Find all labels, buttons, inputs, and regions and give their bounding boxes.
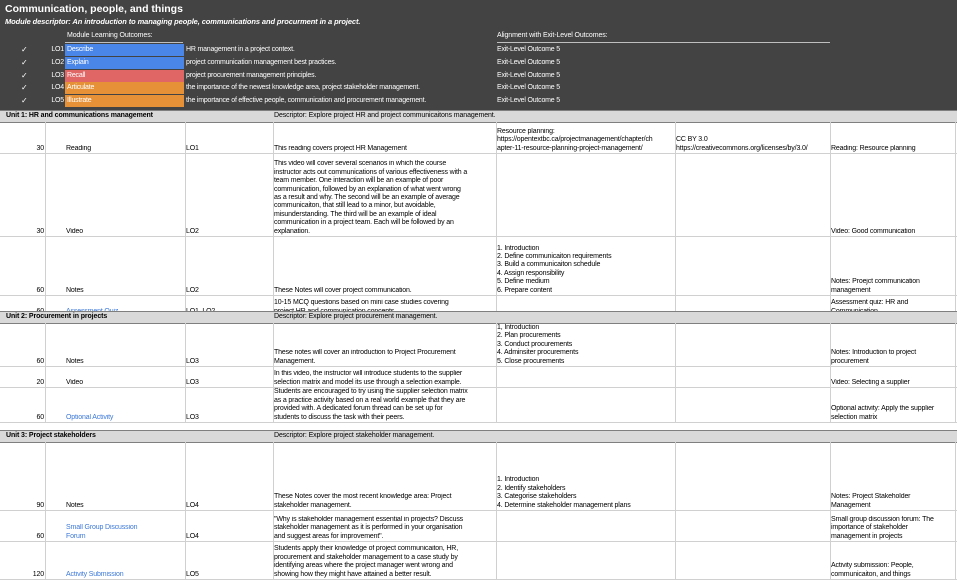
unit-title: Unit 3: Project stakeholders [6, 432, 96, 439]
activity-notes: Assessment quiz: HR and [831, 299, 909, 307]
activity-resources: 1. Introduction 2. Identify stakeholders 3. Categorise stakeholders 4. Determine stakeholder management plans [497, 476, 631, 509]
column-divider [830, 154, 831, 236]
activity-row [0, 237, 957, 296]
learning-outcome-row [0, 95, 957, 107]
activity-notes: Notes: Project Stakeholder Management [831, 493, 911, 509]
activity-description: These Notes cover the most recent knowledge area: Project stakeholder management. [274, 493, 452, 509]
alignment-header: Alignment with Exit-Level Outcomes: [497, 32, 608, 39]
column-divider [955, 323, 956, 366]
column-divider [955, 511, 956, 541]
activity-type: Reading [66, 144, 92, 152]
lo-verb: Explain [67, 58, 89, 66]
time-minutes: 30 [36, 227, 44, 235]
column-divider [496, 388, 497, 422]
activity-row [0, 442, 957, 511]
lo-description: the importance of the newest knowledge area, project stakeholder management. [186, 84, 420, 92]
alignment-header-underline [497, 42, 830, 43]
activity-description: 10-15 MCQ questions based on mini case studies covering [274, 299, 449, 307]
time-minutes: 20 [36, 378, 44, 386]
lo-verb: Describe [67, 46, 94, 53]
checkmark-icon: ✓ [21, 83, 28, 93]
activity-row [0, 388, 957, 423]
activity-lo: LO3 [186, 378, 199, 386]
lo-code: LO4 [51, 84, 64, 92]
column-divider [45, 154, 46, 236]
column-divider [675, 154, 676, 236]
lo-code: LO5 [51, 97, 64, 105]
lo-exit-outcome: Exit-Level Outcome 5 [497, 97, 560, 105]
column-divider [45, 323, 46, 366]
column-divider [955, 542, 956, 579]
column-divider [496, 367, 497, 387]
activity-description: These notes will cover an introduction to Project Procurement Management. [274, 349, 456, 365]
learning-outcome-row [0, 57, 957, 69]
lo-verb: Illustrate [67, 97, 92, 105]
column-divider [45, 511, 46, 541]
column-divider [675, 323, 676, 366]
activity-notes: Notes: Introduction to project procurement [831, 349, 916, 365]
activity-lo: LO2 [186, 286, 199, 294]
column-divider [675, 542, 676, 579]
time-minutes: 90 [36, 501, 44, 509]
column-divider [675, 388, 676, 422]
activity-lo: LO3 [186, 357, 199, 365]
activity-description: In this video, the instructor will introduce students to the supplier selection matrix and model its use through a selection example. [274, 370, 463, 386]
activity-row [0, 122, 957, 154]
lo-code: LO2 [51, 58, 64, 66]
activity-resources: 1, Introduction 2. Plan procurements 3. Conduct procurements 4. Adminsiter procurements 5. Close procurements [497, 323, 579, 365]
learning-outcome-row [0, 70, 957, 82]
activity-type: Video [66, 378, 84, 386]
activity-row [0, 511, 957, 542]
activity-lo: LO5 [186, 570, 199, 578]
column-divider [955, 122, 956, 153]
lo-description: project procurement management principles. [186, 71, 317, 79]
column-divider [675, 237, 676, 295]
column-divider [496, 511, 497, 541]
column-divider [185, 442, 186, 510]
lo-description: the importance of effective people, communication and procurement management. [186, 97, 427, 105]
activity-notes: Video: Good communication [831, 227, 916, 235]
activity-notes: Optional activity: Apply the supplier selection matrix [831, 405, 935, 421]
activity-notes: Reading: Resource planning [831, 144, 916, 152]
activity-description: This video will cover several scenarios in which the course instructor acts out communications of various effectiveness with a team member. One interaction will be an example of poor communication, followed by an explanation of what went wrong as a result and why. The second will be an example of average communicaiton, that still lead to a minor, but avoidable, misunderstanding. The third will be an example of ideal communication in a project team. Each will be followed by an explanation. [274, 160, 468, 235]
unit-descriptor: Descriptor: Explore project procurement management. [274, 313, 438, 320]
activity-description: "Why is stakeholder management essential in projects? Discuss stakeholder management as it is performed in your organisation and suggest areas for improvement". [274, 515, 464, 540]
lo-exit-outcome: Exit-Level Outcome 5 [497, 58, 560, 66]
activity-lo: LO2 [186, 227, 199, 235]
module-header [0, 0, 957, 110]
mlo-header-underline [65, 42, 183, 43]
activity-notes: Video: Selecting a supplier [831, 378, 910, 386]
column-divider [496, 154, 497, 236]
lo-exit-outcome: Exit-Level Outcome 5 [497, 84, 560, 92]
column-divider [45, 442, 46, 510]
activity-notes: Activity submission: People, communicaiton, and things [831, 562, 914, 578]
learning-outcome-row [0, 44, 957, 56]
checkmark-icon: ✓ [21, 70, 28, 80]
unit-descriptor: Descriptor: Explore project HR and project communicaitons management. [274, 112, 496, 119]
column-divider [45, 122, 46, 153]
activity-description: These Notes will cover project communication. [274, 286, 412, 294]
lo-code: LO1 [51, 46, 64, 53]
activity-description: Students are encouraged to try using the supplier selection matrix as a practice activity based on a real world example that they are provided with. A dedicated forum thread can be set up for students to discuss the task with their peers. [274, 388, 468, 421]
column-divider [675, 367, 676, 387]
column-divider [45, 367, 46, 387]
learning-outcome-row [0, 82, 957, 94]
checkmark-icon: ✓ [21, 96, 28, 106]
time-minutes: 60 [36, 286, 44, 294]
lo-verb: Recall [67, 71, 86, 79]
lo-description: HR management in a project context. [186, 46, 295, 53]
mlo-header: Module Learning Outcomes: [67, 32, 153, 39]
lo-exit-outcome: Exit-Level Outcome 5 [497, 46, 560, 53]
activity-lo: LO4 [186, 501, 199, 509]
lo-description: project communication management best practices. [186, 58, 337, 66]
column-divider [45, 237, 46, 295]
lo-verb: Articulate [67, 84, 95, 92]
activity-notes: Notes: Proejct communication management [831, 278, 920, 294]
activity-lo: LO3 [186, 413, 199, 421]
checkmark-icon: ✓ [21, 45, 28, 54]
activity-resources: 1. Introduction 2. Define communicaiton requirements 3. Build a communicaiton schedule 4. Assign responsibility 5. Define medium 6. Prepare content [497, 244, 612, 294]
activity-type[interactable]: Activity Submission [66, 570, 124, 578]
lo-exit-outcome: Exit-Level Outcome 5 [497, 71, 560, 79]
column-divider [496, 542, 497, 579]
activity-row [0, 542, 957, 580]
activity-description: Students apply their knowledge of project communicaiton, HR, procurement and stakeholder management to a case study by identifying areas where the project manager went wrong and showing how they might have attained a better result. [274, 545, 458, 578]
column-divider [955, 367, 956, 387]
activity-type: Notes [66, 286, 84, 294]
unit-title: Unit 2: Procurement in projects [6, 313, 108, 320]
column-divider [45, 542, 46, 579]
activity-type[interactable]: Optional Activity [66, 413, 114, 421]
column-divider [955, 154, 956, 236]
time-minutes: 120 [32, 570, 44, 578]
activity-row [0, 323, 957, 367]
activity-row [0, 154, 957, 237]
module-title: Communication, people, and things [5, 3, 183, 15]
column-divider [955, 237, 956, 295]
column-divider [955, 388, 956, 422]
unit-descriptor: Descriptor: Explore project stakeholder management. [274, 432, 435, 439]
activity-lo: LO1 [186, 144, 199, 152]
activity-lo: LO4 [186, 532, 199, 540]
column-divider [675, 442, 676, 510]
lo-code: LO3 [51, 71, 64, 79]
activity-resources: Resource planning: https://opentextbc.ca/projectmanagement/chapter/ch apter-11-resource-planning-project-management/ [497, 127, 653, 152]
time-minutes: 60 [36, 357, 44, 365]
activity-notes: Small group discussion forum: The importance of stakeholder management in projects [831, 515, 934, 540]
unit-title: Unit 1: HR and communications management [6, 112, 153, 119]
column-divider [45, 388, 46, 422]
checkmark-icon: ✓ [21, 57, 28, 67]
activity-type: Notes [66, 357, 84, 365]
module-descriptor: Module descriptor: An introduction to managing people, communications and procurment in a project. [5, 17, 361, 26]
activity-type: Video [66, 227, 84, 235]
time-minutes: 60 [36, 532, 44, 540]
column-divider [955, 442, 956, 510]
column-divider [675, 511, 676, 541]
time-minutes: 60 [36, 413, 44, 421]
activity-license: CC BY 3.0 https://creativecommons.org/licenses/by/3.0/ [676, 136, 808, 152]
activity-type[interactable]: Small Group Discussion Forum [66, 524, 138, 540]
column-divider [185, 154, 186, 236]
time-minutes: 30 [36, 144, 44, 152]
activity-type: Notes [66, 501, 84, 509]
activity-description: This reading covers project HR Management [274, 144, 407, 152]
activity-row [0, 367, 957, 388]
